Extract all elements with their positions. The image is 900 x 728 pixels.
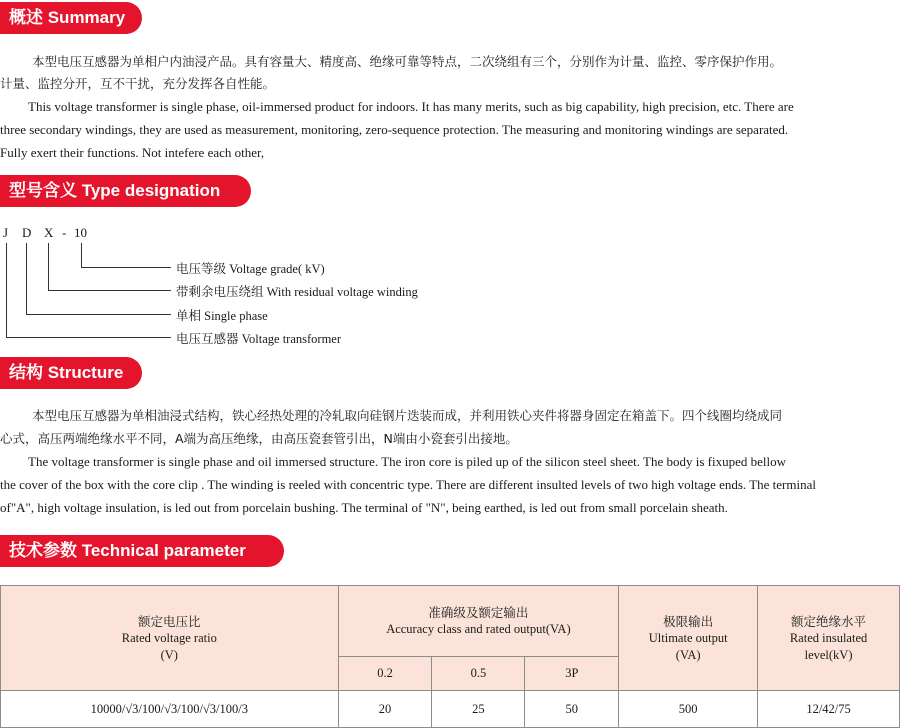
tree-line-h-10 (81, 267, 171, 268)
type-char-10: 10 (74, 225, 87, 240)
tree-line-v-10 (81, 243, 82, 268)
tree-line-v-x (48, 243, 49, 291)
cell-ultimate: 500 (619, 691, 758, 728)
header-ultimate-output: 极限输出 Ultimate output (VA) (619, 586, 758, 691)
summary-heading: 概述 Summary (0, 2, 142, 34)
type-label-residual-winding: 带剩余电压绕组 With residual voltage winding (176, 285, 418, 299)
cell-0.2: 20 (338, 691, 432, 728)
type-label-voltage-transformer: 电压互感器 Voltage transformer (176, 332, 342, 346)
cell-3p: 50 (525, 691, 619, 728)
summary-en-line3: Fully exert their functions. Not intefere each other, (0, 145, 265, 160)
cell-insulation: 12/42/75 (758, 691, 900, 728)
type-char-dash: - (62, 225, 67, 240)
summary-en-line2: three secondary windings, they are used as measurement, monitoring, zero-sequence protection. The measuring and monitoring windings are separated. (0, 122, 789, 137)
structure-cn-line1: 本型电压互感器为单相油浸式结构，铁心经热处理的冷轧取向硅钢片迭装而成，并利用铁心夹件将器身固定在箱盖下。四个线圈均绕成同 (32, 408, 783, 423)
header-class-0.2: 0.2 (338, 657, 432, 691)
header-class-3p: 3P (525, 657, 619, 691)
cell-0.5: 25 (432, 691, 525, 728)
type-heading: 型号含义 Type designation (0, 175, 251, 207)
type-char-x: X (44, 225, 54, 240)
tree-line-v-d (26, 243, 27, 315)
type-char-d: D (22, 225, 32, 240)
structure-cn-line2: 心式，高压两端绝缘水平不同，A端为高压绝缘，由高压瓷套管引出，N端由小瓷套引出接地。 (0, 431, 518, 446)
tree-line-h-d (26, 314, 171, 315)
type-char-j: J (3, 225, 9, 240)
header-rated-insulation: 额定绝缘水平 Rated insulated level(kV) (758, 586, 900, 691)
structure-en-line2: the cover of the box with the core clip . The winding is reeled with concentric type. There are different insulted levels of two high voltage ends. The terminal (0, 477, 816, 492)
tree-line-v-j (6, 243, 7, 338)
structure-heading: 结构 Structure (0, 357, 142, 389)
header-rated-voltage-ratio: 额定电压比 Rated voltage ratio (V) (1, 586, 339, 691)
header-accuracy-class: 准确级及额定输出 Accuracy class and rated output(VA) (338, 586, 619, 657)
summary-cn-line1: 本型电压互感器为单相户内油浸产品。具有容量大、精度高、绝缘可靠等特点，二次绕组有三个，分别作为计量、监控、零序保护作用。 (32, 54, 783, 69)
header-class-0.5: 0.5 (432, 657, 525, 691)
summary-cn-line2: 计量、监控分开，互不干扰，充分发挥各自性能。 (0, 76, 276, 91)
tree-line-h-j (6, 337, 171, 338)
table-row (1, 691, 900, 728)
tech-table (0, 585, 900, 728)
structure-en-line1: The voltage transformer is single phase and oil immersed structure. The iron core is piled up of the silicon steel sheet. The body is fixuped bellow (28, 454, 787, 469)
type-label-voltage-grade: 电压等级 Voltage grade( kV) (176, 262, 325, 276)
summary-en-line1: This voltage transformer is single phase, oil-immersed product for indoors. It has many merits, such as big capability, high precision, etc. There are (28, 99, 794, 114)
structure-en-line3: of"A", high voltage insulation, is led out from porcelain bushing. The terminal of "N", being earthed, is led out from small porcelain sheath. (0, 500, 728, 515)
type-label-single-phase: 单相 Single phase (176, 309, 268, 323)
tech-heading: 技术参数 Technical parameter (0, 535, 284, 567)
tree-line-h-x (48, 290, 171, 291)
cell-ratio: 10000/√3/100/√3/100/√3/100/3 (1, 691, 339, 728)
